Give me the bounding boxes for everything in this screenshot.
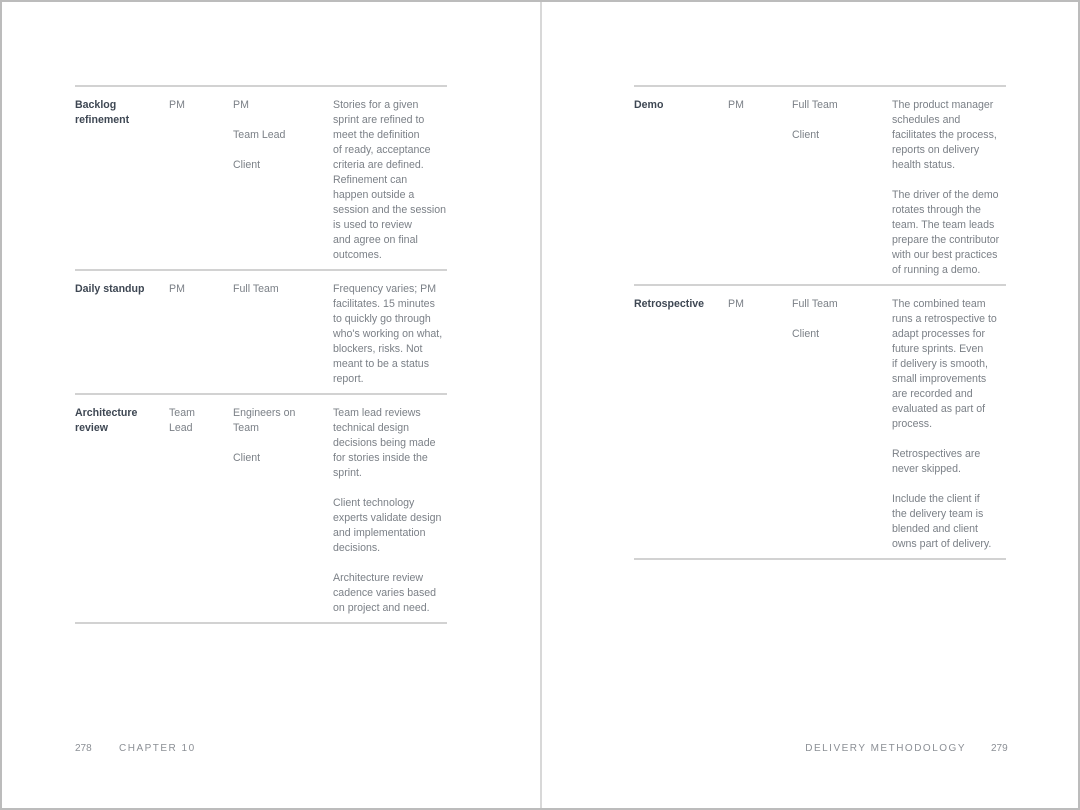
page-number: 278 (75, 743, 92, 754)
ceremony-owner (728, 98, 783, 113)
ceremony-description (892, 98, 1008, 278)
ceremony-description-line: cadence varies based (333, 587, 437, 599)
paragraph-gap (792, 312, 882, 327)
running-head: CHAPTER 10 (119, 743, 196, 754)
table-row (634, 87, 1006, 286)
ceremony-name (75, 282, 165, 297)
ceremony-owner (169, 406, 224, 436)
ceremony-owner-line: PM (169, 283, 185, 295)
ceremony-description-line: meant to be a status (333, 358, 429, 370)
ceremony-name-line: Backlog (75, 99, 117, 111)
ceremony-description-line: criteria are defined. (333, 159, 424, 171)
table-row (75, 271, 447, 395)
ceremony-description-line: facilitates the process, (892, 129, 997, 141)
ceremony-description-line: Retrospectives are (892, 448, 981, 460)
ceremony-description-line: are recorded and (892, 388, 973, 400)
ceremony-description-line: Refinement can (333, 174, 408, 186)
ceremony-description-line: Team lead reviews (333, 407, 421, 419)
left-page (2, 2, 540, 808)
ceremony-description (892, 297, 1008, 552)
ceremony-description-line: decisions being made (333, 437, 436, 449)
ceremony-description-line: future sprints. Even (892, 343, 984, 355)
ceremony-description-line: happen outside a (333, 189, 415, 201)
paragraph-gap (233, 436, 323, 451)
ceremony-description-line: The product manager (892, 99, 994, 111)
ceremony-description-line: for stories inside the (333, 452, 428, 464)
ceremony-attendees (233, 406, 323, 466)
ceremony-description-line: meet the definition (333, 129, 420, 141)
ceremony-description-line: owns part of delivery. (892, 538, 992, 550)
ceremony-description-line: on project and need. (333, 602, 430, 614)
ceremony-name (634, 297, 724, 312)
ceremony-owner (728, 297, 783, 312)
ceremony-description-line: team. The team leads (892, 219, 995, 231)
ceremony-attendees-line: Client (233, 159, 261, 171)
ceremony-owner-line: Lead (169, 422, 193, 434)
ceremony-description-line: health status. (892, 159, 956, 171)
ceremony-name-line: Daily standup (75, 283, 145, 295)
ceremony-description-line: report. (333, 373, 364, 385)
ceremony-owner (169, 282, 224, 297)
ceremony-description-line: prepare the contributor (892, 234, 1000, 246)
paragraph-gap (233, 113, 323, 128)
ceremony-attendees-line: Client (792, 129, 820, 141)
ceremony-description-line: is used to review (333, 219, 412, 231)
ceremony-description-line: the delivery team is (892, 508, 984, 520)
ceremony-owner-line: Team (169, 407, 195, 419)
ceremony-owner-line: PM (728, 99, 744, 111)
ceremony-attendees (233, 98, 323, 173)
ceremony-description-line: rotates through the (892, 204, 981, 216)
paragraph-gap (792, 113, 882, 128)
ceremony-attendees-line: Full Team (792, 298, 838, 310)
ceremony-description-line: never skipped. (892, 463, 961, 475)
table-row (75, 395, 447, 624)
paragraph-gap (233, 143, 323, 158)
ceremony-description-line: The driver of the demo (892, 189, 999, 201)
paragraph-gap (892, 173, 1008, 188)
ceremony-description-line: Include the client if (892, 493, 980, 505)
ceremony-attendees-line: Full Team (233, 283, 279, 295)
ceremony-attendees (792, 297, 882, 342)
ceremony-description-line: Frequency varies; PM (333, 283, 437, 295)
ceremony-description-line: to quickly go through (333, 313, 431, 325)
ceremony-description-line: experts validate design (333, 512, 442, 524)
ceremony-description-line: who's working on what, (333, 328, 443, 340)
paragraph-gap (333, 556, 449, 571)
ceremony-description (333, 406, 449, 616)
ceremony-description-line: of ready, acceptance (333, 144, 431, 156)
ceremony-description-line: blended and client (892, 523, 978, 535)
ceremony-description-line: blockers, risks. Not (333, 343, 423, 355)
ceremony-attendees (792, 98, 882, 143)
paragraph-gap (333, 481, 449, 496)
ceremony-description-line: sprint. (333, 467, 362, 479)
ceremony-description-line: decisions. (333, 542, 381, 554)
ceremony-attendees-line: Engineers on (233, 407, 296, 419)
ceremony-attendees-line: Team (233, 422, 259, 434)
ceremony-description-line: reports on delivery (892, 144, 980, 156)
ceremony-description-line: technical design (333, 422, 409, 434)
ceremony-table-left (75, 85, 447, 624)
ceremony-description-line: facilitates. 15 minutes (333, 298, 435, 310)
ceremony-name-line: Retrospective (634, 298, 705, 310)
ceremony-description-line: The combined team (892, 298, 986, 310)
ceremony-description-line: if delivery is smooth, (892, 358, 988, 370)
ceremony-owner-line: PM (728, 298, 744, 310)
ceremony-name (75, 406, 165, 436)
ceremony-name-line: Demo (634, 99, 664, 111)
ceremony-attendees-line: Client (233, 452, 261, 464)
ceremony-description-line: outcomes. (333, 249, 382, 261)
ceremony-owner-line: PM (169, 99, 185, 111)
ceremony-description-line: session and the session (333, 204, 447, 216)
ceremony-name-line: refinement (75, 114, 130, 126)
ceremony-description-line: runs a retrospective to (892, 313, 997, 325)
ceremony-description-line: process. (892, 418, 933, 430)
table-row (75, 87, 447, 271)
ceremony-attendees (233, 282, 323, 297)
ceremony-description-line: Stories for a given (333, 99, 419, 111)
ceremony-description-line: Client technology (333, 497, 415, 509)
paragraph-gap (892, 477, 1008, 492)
ceremony-description-line: with our best practices (892, 249, 998, 261)
ceremony-description-line: and implementation (333, 527, 426, 539)
ceremony-name (634, 98, 724, 113)
ceremony-owner (169, 98, 224, 113)
ceremony-description (333, 282, 449, 387)
ceremony-description-line: Architecture review (333, 572, 424, 584)
running-head: DELIVERY METHODOLOGY (805, 743, 966, 754)
ceremony-description-line: schedules and (892, 114, 961, 126)
ceremony-description-line: adapt processes for (892, 328, 986, 340)
ceremony-table-right (634, 85, 1006, 560)
paragraph-gap (892, 432, 1008, 447)
ceremony-attendees-line: Client (792, 328, 820, 340)
ceremony-attendees-line: Team Lead (233, 129, 286, 141)
ceremony-name-line: Architecture (75, 407, 138, 419)
right-page (542, 2, 1078, 808)
ceremony-name-line: review (75, 422, 108, 434)
ceremony-description (333, 98, 449, 263)
ceremony-attendees-line: Full Team (792, 99, 838, 111)
table-row (634, 286, 1006, 560)
ceremony-description-line: small improvements (892, 373, 987, 385)
ceremony-description-line: of running a demo. (892, 264, 981, 276)
ceremony-name (75, 98, 165, 128)
ceremony-description-line: evaluated as part of (892, 403, 986, 415)
ceremony-description-line: sprint are refined to (333, 114, 425, 126)
ceremony-attendees-line: PM (233, 99, 249, 111)
ceremony-description-line: and agree on final (333, 234, 418, 246)
page-number: 279 (991, 743, 1008, 754)
